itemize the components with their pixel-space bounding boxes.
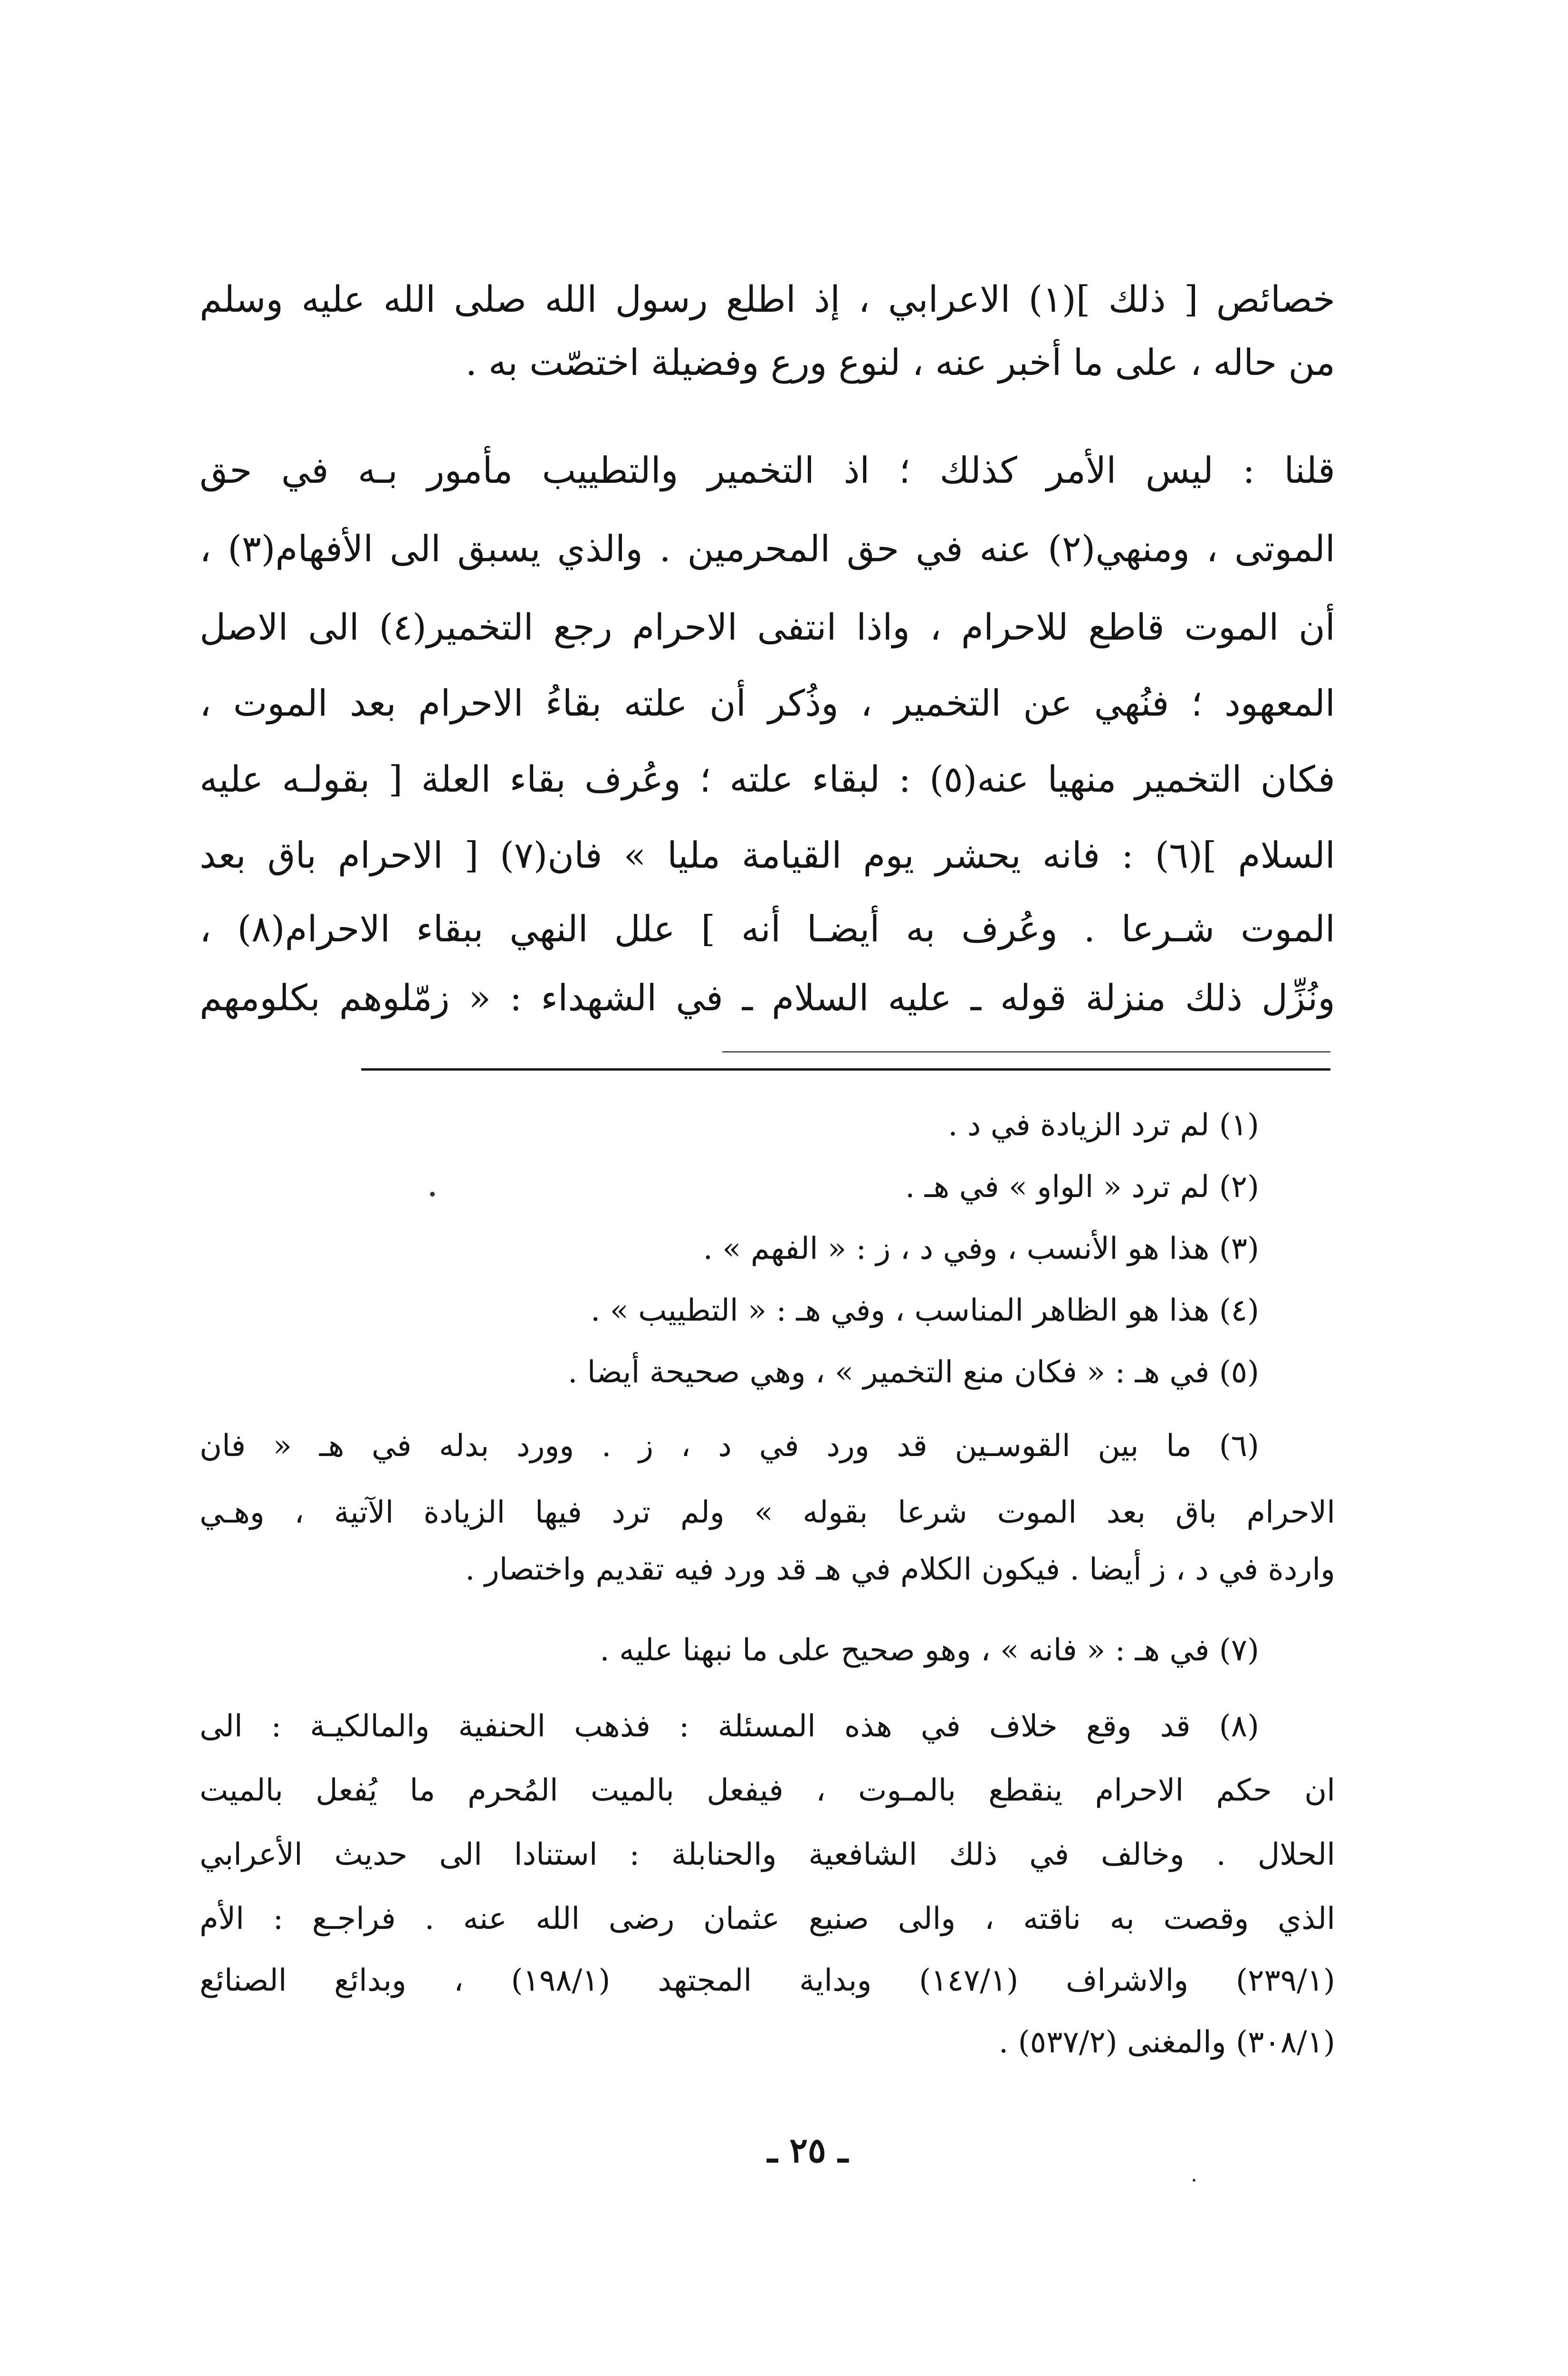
main-text-line: قلنا : ليس الأمر كذلك ؛ اذ التخمير والتطييب مأمور بـه في حق xyxy=(200,449,1335,491)
main-text-line: من حاله ، على ما أخبر عنه ، لنوع ورع وفضيلة اختصّت به . xyxy=(465,341,1335,383)
main-text-line: خصائص [ ذلك ](١) الاعرابي ، إذ اطلع رسول الله صلى الله عليه وسلم xyxy=(200,278,1335,320)
main-text-line: الموت شـرعا . وعُرف به أيضـا أنه ] علل النهي ببقاء الاحرام(٨) ، xyxy=(200,908,1335,950)
footnote-7: (٧) في هـ : « فانه » ، وهو صحيح على ما نبهنا عليه . xyxy=(600,1633,1259,1668)
footnote-1: (١) لم ترد الزيادة في د . xyxy=(948,1108,1259,1143)
main-text-line: المعهود ؛ فنُهي عن التخمير ، وذُكر أن علته بقاءُ الاحرام بعد الموت ، xyxy=(200,682,1335,724)
main-text-line: أن الموت قاطع للاحرام ، واذا انتفى الاحرام رجع التخمير(٤) الى الاصل xyxy=(200,606,1335,648)
footnote-8-line: (٣٠٨/١) والمغنى (٥٣٧/٢) . xyxy=(998,2025,1335,2060)
main-text-line: السلام ](٦) : فانه يحشر يوم القيامة مليا » فان(٧) [ الاحرام باق بعد xyxy=(200,834,1335,876)
footnote-divider xyxy=(361,1068,1330,1071)
scan-speck xyxy=(430,1192,435,1197)
footnote-8-line: ان حكم الاحرام ينقطع بالمـوت ، فيفعل بالميت المُحرم ما يُفعل بالميت xyxy=(200,1773,1335,1808)
main-text-line: ونُزِّل ذلك منزلة قوله ـ عليه السلام ـ في الشهداء : « زمّلوهم بكلومهم xyxy=(200,977,1335,1019)
main-text-line: الموتى ، ومنهي(٢) عنه في حق المحرمين . والذي يسبق الى الأفهام(٣) ، xyxy=(200,527,1336,570)
footnote-8-line: الذي وقصت به ناقته ، والى صنيع عثمان رضى الله عنه . فراجـع : الأم xyxy=(200,1901,1336,1936)
footnote-divider-thin xyxy=(722,1051,1330,1053)
footnote-3: (٣) هذا هو الأنسب ، وفي د ، ز : « الفهم » . xyxy=(703,1231,1259,1266)
footnote-4: (٤) هذا هو الظاهر المناسب ، وفي هـ : « التطييب » . xyxy=(590,1293,1259,1328)
footnote-8-line: (٢٣٩/١) والاشراف (١٤٧/١) وبداية المجتهد (١٩٨/١) ، وبدائع الصنائع xyxy=(200,1963,1336,1998)
footnote-5: (٥) في هـ : « فكان منع التخمير » ، وهي صحيحة أيضا . xyxy=(568,1355,1259,1390)
page-number: ـ ٢٥ ـ xyxy=(767,2130,848,2170)
scan-speck xyxy=(1193,2179,1195,2182)
footnote-8-line: الحلال . وخالف في ذلك الشافعية والحنابلة : استنادا الى حديث الأعرابي xyxy=(200,1837,1335,1872)
footnote-6-line: الاحرام باق بعد الموت شرعا بقوله » ولم ترد فيها الزيادة الآتية ، وهـي xyxy=(200,1495,1335,1530)
footnote-6-line: (٦) ما بين القوسـين قد ورد في د ، ز . وورد بدله في هـ « فان xyxy=(200,1428,1259,1464)
main-text-line: فكان التخمير منهيا عنه(٥) : لبقاء علته ؛ وعُرف بقاء العلة [ بقولـه عليه xyxy=(200,758,1335,800)
footnote-8-line: (٨) قد وقع خلاف في هذه المسئلة : فذهب الحنفية والمالكيـة : الى xyxy=(200,1709,1259,1744)
footnote-2: (٢) لم ترد « الواو » في هـ . xyxy=(905,1169,1259,1205)
footnote-6-line: واردة في د ، ز أيضا . فيكون الكلام في هـ قد ورد فيه تقديم واختصار . xyxy=(465,1552,1335,1587)
